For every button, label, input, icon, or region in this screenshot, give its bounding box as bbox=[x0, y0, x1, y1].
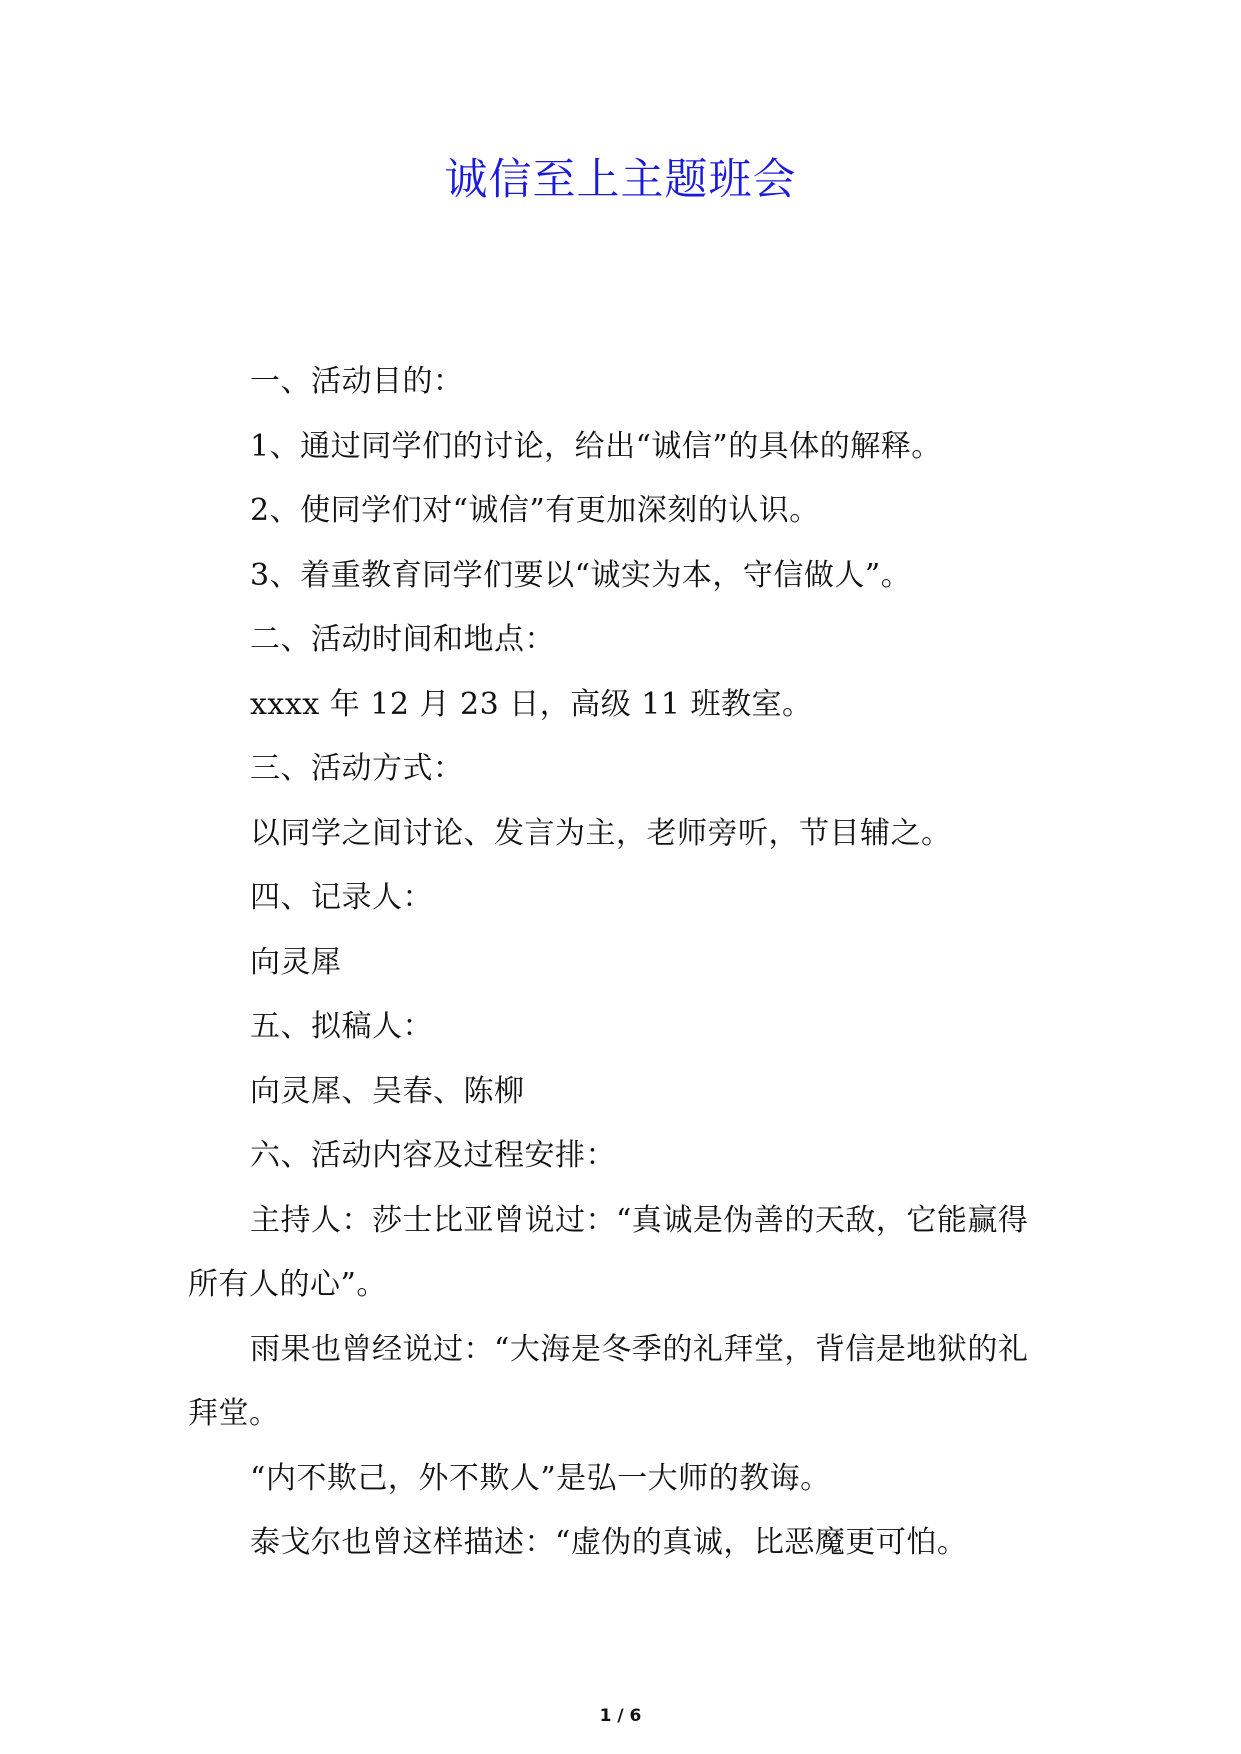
document-body bbox=[188, 350, 1058, 1576]
section-heading-purpose: 一、活动目的： bbox=[250, 364, 464, 399]
list-item: 1、通过同学们的讨论，给出“诚信”的具体的解释。 bbox=[250, 428, 942, 464]
content-paragraph: 泰戈尔也曾这样描述：“虚伪的真诚，比恶魔更可怕。 bbox=[250, 1525, 968, 1560]
recorder-text: 向灵犀 bbox=[250, 944, 342, 980]
method-text: 以同学之间讨论、发言为主，老师旁听，节目辅之。 bbox=[250, 815, 952, 851]
section-heading-method: 三、活动方式： bbox=[250, 751, 464, 786]
list-item: 2、使同学们对“诚信”有更加深刻的认识。 bbox=[250, 493, 820, 528]
section-heading-drafter: 五、拟稿人： bbox=[250, 1009, 433, 1044]
drafter-text: 向灵犀、吴春、陈柳 bbox=[250, 1073, 525, 1109]
list-item: 3、着重教育同学们要以“诚实为本，守信做人”。 bbox=[250, 557, 912, 593]
content-paragraph: “内不欺己，外不欺人”是弘一大师的教诲。 bbox=[250, 1460, 831, 1496]
time-place-text: xxxx 年 12 月 23 日，高级 11 班教室。 bbox=[250, 686, 813, 722]
page-indicator: 1 / 6 bbox=[599, 1706, 642, 1726]
content-paragraph: 雨果也曾经说过：“大海是冬季的礼拜堂，背信是地狱的礼拜堂。 bbox=[188, 1331, 1029, 1431]
section-heading-content: 六、活动内容及过程安排： bbox=[250, 1138, 616, 1173]
document-title: 诚信至上主题班会 bbox=[444, 155, 797, 205]
section-heading-recorder: 四、记录人： bbox=[250, 880, 433, 915]
section-heading-time-place: 二、活动时间和地点： bbox=[250, 622, 555, 657]
content-paragraph: 主持人：莎士比亚曾说过：“真诚是伪善的天敌，它能赢得所有人的心”。 bbox=[188, 1202, 1029, 1302]
